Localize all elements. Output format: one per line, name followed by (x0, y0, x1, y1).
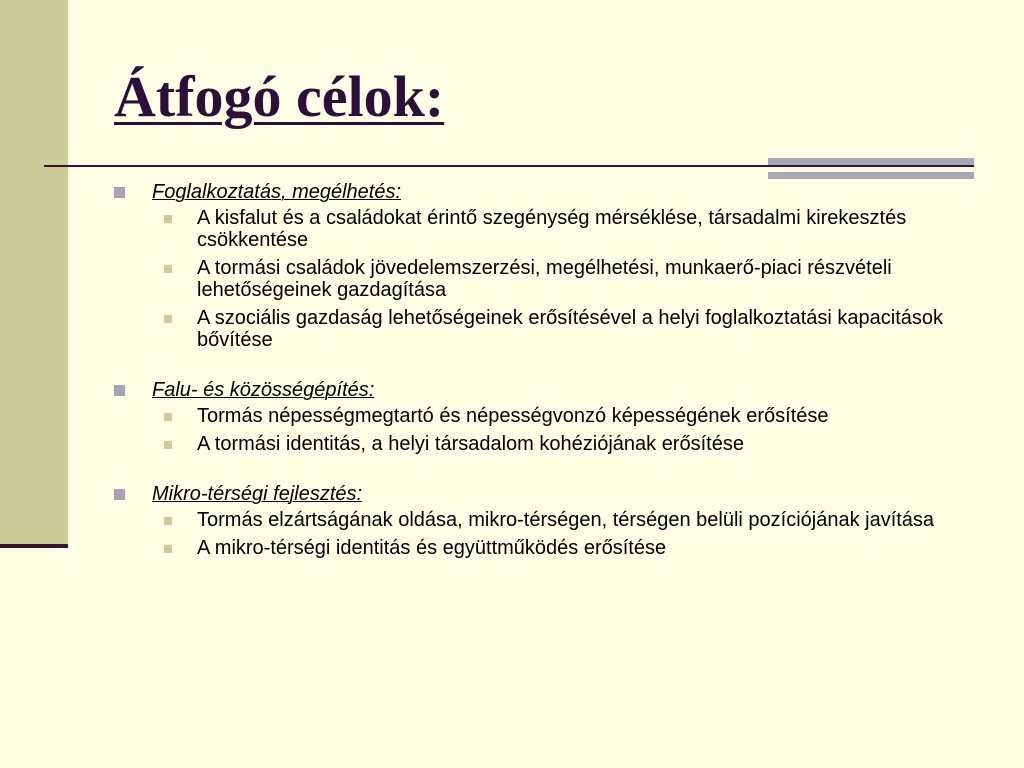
list-item (164, 433, 994, 455)
section-faluepites (114, 378, 994, 455)
list-item-text: Tormás népességmegtartó és népességvonzó képességének erősítése (197, 405, 829, 427)
list-item-text: A tormási identitás, a helyi társadalom kohéziójának erősítése (197, 433, 744, 455)
square-bullet-icon (164, 413, 172, 421)
square-bullet-icon (164, 215, 172, 223)
bullet-list (114, 207, 994, 351)
square-bullet-icon (114, 187, 125, 198)
list-item-text: A szociális gazdaság lehetőségeinek erősítésével a helyi foglalkoztatási kapacitások bővítése (197, 307, 943, 351)
section-heading: Falu- és közösségépítés: (152, 379, 375, 401)
left-band-rule (0, 544, 68, 548)
section-heading: Mikro-térségi fejlesztés: (152, 483, 363, 505)
square-bullet-icon (164, 517, 172, 525)
bullet-list (114, 405, 994, 455)
section-foglalkoztatas (114, 180, 994, 351)
section-heading: Foglalkoztatás, megélhetés: (152, 181, 402, 203)
square-bullet-icon (164, 265, 172, 273)
list-item-text: A kisfalut és a családokat érintő szegénység mérséklése, társadalmi kirekesztés csökkentése (197, 207, 907, 251)
slide-title: Átfogó célok: (114, 64, 445, 129)
section-mikroterseg (114, 482, 994, 559)
bullet-list (114, 509, 994, 559)
square-bullet-icon (114, 385, 125, 396)
square-bullet-icon (164, 315, 172, 323)
square-bullet-icon (114, 489, 125, 500)
list-item-text: A mikro-térségi identitás és együttműködés erősítése (197, 537, 667, 559)
list-item-text: Tormás elzártságának oldása, mikro-térségen, térségen belüli pozíciójának javítása (197, 509, 935, 531)
list-item (164, 207, 994, 251)
left-decorative-band (0, 0, 68, 548)
list-item (164, 257, 994, 301)
title-divider-accent (768, 158, 974, 180)
list-item (164, 307, 994, 351)
square-bullet-icon (164, 441, 172, 449)
square-bullet-icon (164, 545, 172, 553)
list-item-text: A tormási családok jövedelemszerzési, megélhetési, munkaerő-piaci részvételi lehetőségeinek gazdagítása (197, 257, 892, 301)
slide-content (114, 180, 994, 586)
list-item (164, 405, 994, 427)
list-item (164, 537, 994, 559)
list-item (164, 509, 994, 531)
